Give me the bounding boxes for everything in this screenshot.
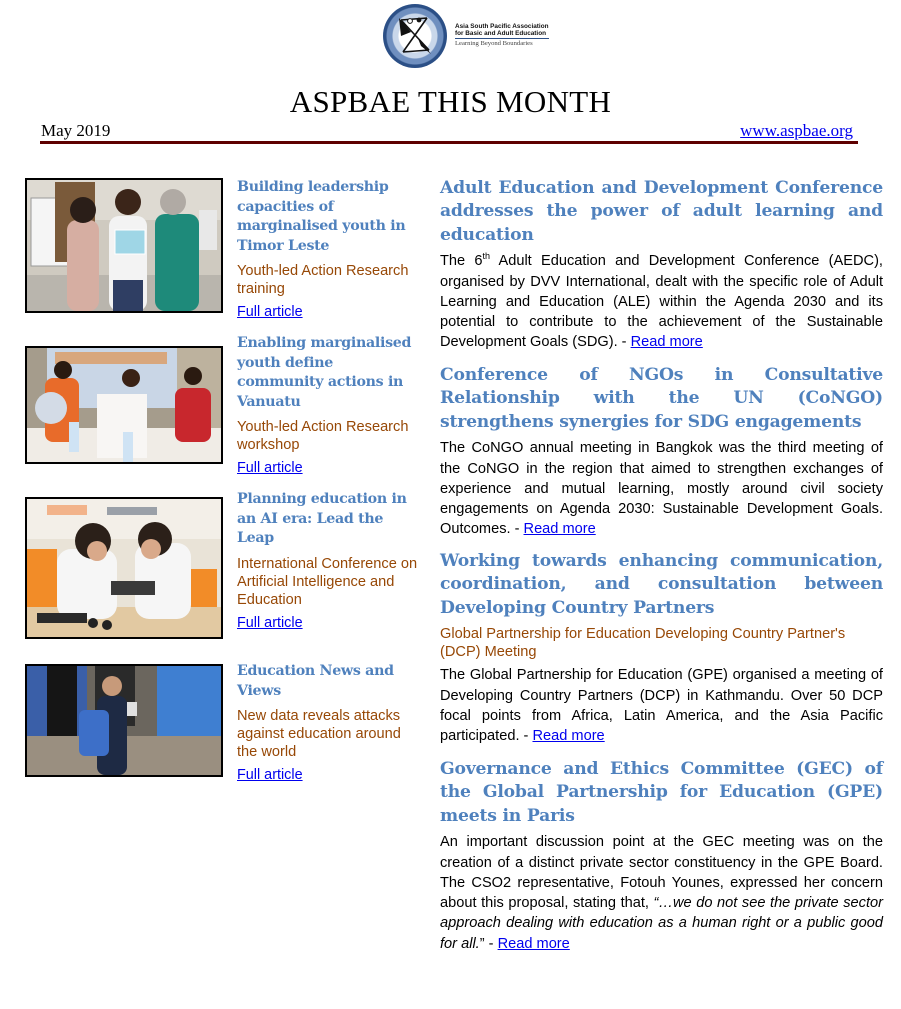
aspbae-logo (383, 4, 553, 72)
masthead-divider (40, 141, 858, 144)
ordinal-suffix: th (482, 251, 491, 262)
sidebar-item-subtitle: International Conference on Artificial Intelligence and Education (237, 555, 418, 608)
photo-timor-leste-training (27, 180, 221, 311)
article-body (440, 665, 883, 746)
article-thumbnail[interactable] (25, 178, 223, 313)
sidebar-item-text (237, 178, 422, 321)
article-title[interactable]: Governance and Ethics Committee (GEC) of the Global Partnership for Education (GPE) meets in Paris (440, 759, 883, 826)
article-body-text: The Global Partnership for Education (GPE) organised a meeting of Developing Country Partners (DCP) in Kathmandu. Over 50 DCP focal points from Africa, Latin America, and the Asia Pacific participated. - (440, 667, 883, 745)
read-more-link[interactable]: Read more (523, 521, 596, 538)
article-quote: “…we do not see the private sector approach dealing with education as a human right or a public good for all. (440, 895, 883, 952)
sidebar-item-title: Education News and Views (237, 663, 394, 699)
article-body (440, 438, 883, 539)
sidebar-item-title: Building leadership capacities of marginalised youth in Timor Leste (237, 179, 406, 254)
article-body (440, 251, 883, 352)
article-body (440, 832, 883, 954)
read-more-link[interactable]: Read more (630, 334, 703, 351)
logo-tagline: Learning Beyond Boundaries (455, 40, 533, 47)
read-more-link[interactable]: Read more (532, 728, 605, 745)
logo-figure-icon (397, 14, 433, 56)
article-title[interactable]: Conference of NGOs in Consultative Relationship with the UN (CoNGO) strengthens synergies for SDG engagements (440, 365, 883, 432)
full-article-link[interactable]: Full article (237, 614, 303, 631)
article-title[interactable]: Adult Education and Development Conference addresses the power of adult learning and education (440, 178, 883, 245)
article-body-text: ” - (479, 935, 498, 952)
sidebar-item-subtitle: New data reveals attacks against education around the world (237, 708, 401, 761)
article-thumbnail[interactable] (25, 664, 223, 777)
sidebar-item-subtitle: Youth-led Action Research training (237, 263, 409, 298)
logo-rule (455, 38, 549, 39)
article (440, 550, 883, 746)
article (440, 364, 883, 540)
photo-ai-education-kids (27, 499, 221, 637)
full-article-link[interactable]: Full article (237, 460, 303, 477)
logo-org-line1: Asia South Pacific Association (455, 23, 549, 30)
read-more-link[interactable]: Read more (497, 935, 570, 952)
logo-org-line2: for Basic and Adult Education (455, 30, 547, 37)
newsletter-title: ASPBAE THIS MONTH (289, 84, 612, 119)
sidebar-item-subtitle: Youth-led Action Research workshop (237, 419, 409, 454)
article (440, 758, 883, 954)
issue-date: May 2019 (41, 121, 111, 140)
logo-text (455, 23, 565, 47)
photo-attacks-on-education (27, 666, 221, 775)
sidebar-item-text (237, 490, 422, 632)
article-body-text: Adult Education and Development Conference (AEDC), organised by DVV International, dealt with the specific role of Adult Learning and Education (ALE) within the Agenda 2030 and its potential to contribute to the achievement of the Sustainable Development Goals (SDG). - (440, 253, 883, 351)
sidebar-item-title: Planning education in an AI era: Lead the Leap (237, 491, 407, 547)
article-thumbnail[interactable] (25, 346, 223, 464)
article (440, 177, 883, 353)
article-title[interactable]: Working towards enhancing communication, coordination, and consultation between Developing Country Partners (440, 551, 883, 618)
photo-vanuatu-workshop (27, 348, 221, 462)
sidebar-item-text (237, 334, 422, 477)
sidebar-item-title: Enabling marginalised youth define community actions in Vanuatu (237, 335, 412, 410)
website-link[interactable]: www.aspbae.org (740, 121, 853, 140)
article-body-text: The 6 (440, 253, 483, 270)
article-body-text: The CoNGO annual meeting in Bangkok was the third meeting of the CoNGO in the region that aimed to strengthen exchanges of experience and mutual learning, mostly around civil society engagements on Agenda 2030: Sustainable Development Goals. Outcomes. - (440, 440, 883, 538)
sidebar-item-text (237, 662, 422, 784)
article-thumbnail[interactable] (25, 497, 223, 639)
article-body-text: An important discussion point at the GEC meeting was on the creation of a distinct private sector constituency in the GPE Board. The CSO2 representative, Fotouh Younes, expressed her concern about this proposal, stating that, (440, 834, 883, 912)
full-article-link[interactable]: Full article (237, 304, 303, 321)
article-subtitle: Global Partnership for Education Developing Country Partner's (DCP) Meeting (440, 626, 846, 660)
full-article-link[interactable]: Full article (237, 767, 303, 784)
